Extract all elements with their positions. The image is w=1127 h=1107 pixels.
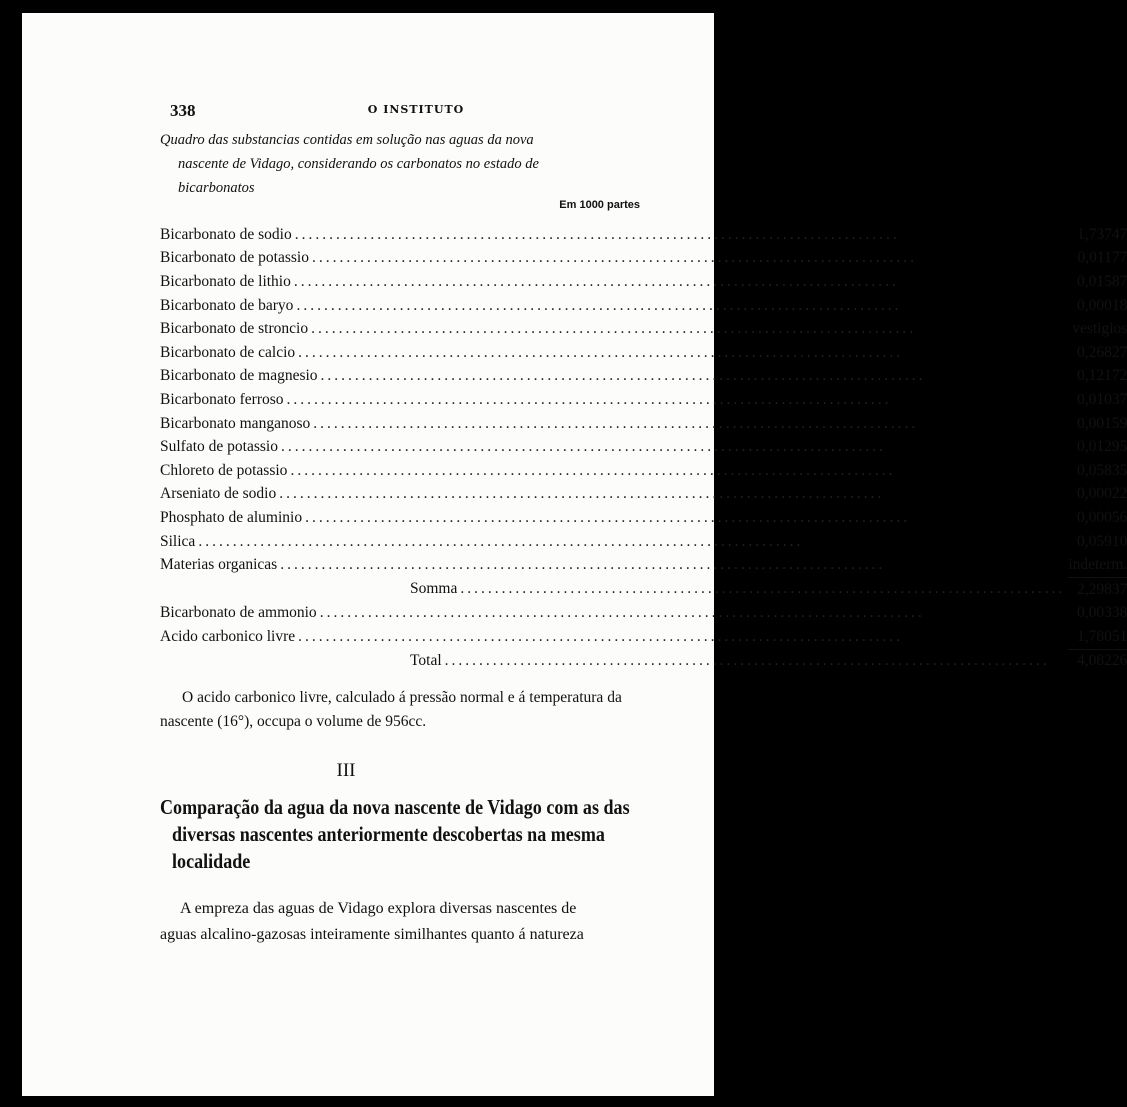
table-row — [160, 625, 1127, 649]
substance-value: 0,00338 — [1076, 604, 1127, 622]
substance-name: Bicarbonato de sodio — [160, 225, 292, 243]
dot-leader — [296, 297, 1065, 315]
composition-table — [160, 223, 1127, 673]
substance-value: 1,78051 — [1076, 627, 1127, 645]
substance-value: 0,01587 — [1076, 272, 1127, 290]
substance-name: Bicarbonato ferroso — [160, 390, 284, 408]
dot-leader — [295, 226, 1066, 244]
substance-name: Bicarbonato de ammonio — [160, 604, 317, 622]
substance-name: Bicarbonato de baryo — [160, 296, 294, 314]
substance-value: 0,26827 — [1076, 343, 1127, 361]
substance-name: Bicarbonato de magnesio — [160, 367, 318, 385]
body-line: aguas alcalino-gazosas inteiramente similhantes quanto á natureza — [160, 926, 584, 943]
dot-leader — [311, 320, 1065, 338]
dot-leader — [287, 391, 1066, 409]
substance-value: 1,73747 — [1076, 225, 1127, 243]
substance-value: 0,00018 — [1076, 296, 1127, 314]
substance-value: 0,00159 — [1076, 414, 1127, 432]
substance-name: Phosphato de aluminio — [160, 508, 303, 526]
table-caption — [160, 128, 642, 200]
substance-name: Bicarbonato manganoso — [160, 414, 311, 432]
substance-name: Somma — [410, 580, 458, 598]
table-row — [160, 341, 1127, 365]
section-title — [160, 794, 642, 875]
dot-leader — [321, 367, 1066, 385]
table-row — [160, 317, 1127, 341]
substance-value: 0,00022 — [1076, 485, 1127, 503]
substance-value: 0,01295 — [1076, 438, 1127, 456]
substance-value: indeterm. — [1068, 556, 1127, 574]
dot-leader — [279, 485, 1065, 503]
section-title-line: Comparação da agua da nova nascente de Vidago com as das — [160, 795, 630, 819]
body-line: A empreza das aguas de Vidago explora diversas nascentes de — [180, 900, 577, 917]
table-row — [160, 602, 1127, 626]
page-number: 338 — [170, 101, 196, 120]
substance-name: Acido carbonico livre — [160, 628, 296, 646]
table-row — [160, 388, 1127, 412]
caption-line: bicarbonatos — [178, 180, 255, 196]
dot-leader — [313, 415, 1065, 433]
dot-leader — [290, 462, 1065, 480]
substance-name: Total — [410, 652, 442, 670]
substance-value: 0,05910 — [1076, 532, 1127, 550]
section-title-line: diversas nascentes anteriormente descobertas na mesma — [172, 822, 605, 846]
substance-value: 0,05835 — [1076, 461, 1127, 479]
table-row — [160, 270, 1127, 294]
substance-name: Bicarbonato de lithio — [160, 272, 291, 290]
caption-line: nascente de Vidago, considerando os carbonatos no estado de — [178, 156, 539, 172]
table-row — [160, 294, 1127, 318]
total-row — [160, 649, 1127, 673]
dot-leader — [298, 628, 1065, 646]
dot-leader — [198, 533, 1065, 551]
table-row — [160, 412, 1127, 436]
section-title-line: localidade — [172, 849, 251, 873]
substance-name: Chloreto de potassio — [160, 461, 288, 479]
substance-name: Materias organicas — [160, 556, 278, 574]
footnote-paragraph: O acido carbonico livre, calculado á pressão normal e á temperatura da nascente (16°), occupa o volume de 956cc. — [160, 689, 622, 730]
sum-row — [160, 577, 1127, 601]
substance-name: Silica — [160, 532, 196, 550]
dot-leader — [298, 344, 1065, 362]
table-row — [160, 553, 1127, 577]
running-title: O INSTITUTO — [367, 103, 465, 116]
substance-name: Bicarbonato de calcio — [160, 343, 296, 361]
unit-label: Em 1000 partes — [559, 199, 640, 211]
dot-leader — [280, 556, 1065, 574]
substance-name: Sulfato de potassio — [160, 438, 278, 456]
table-row — [160, 247, 1127, 271]
section-number: III — [336, 760, 356, 781]
table-row — [160, 223, 1127, 247]
substance-value: 2,29837 — [1068, 577, 1127, 601]
substance-value: 0,00056 — [1076, 508, 1127, 526]
table-row — [160, 483, 1127, 507]
table-row — [160, 365, 1127, 389]
body-paragraph — [160, 896, 642, 948]
dot-leader — [305, 509, 1065, 527]
dot-leader — [320, 604, 1066, 622]
substance-value: vestigios — [1072, 320, 1127, 338]
table-row — [160, 435, 1127, 459]
table-row — [160, 530, 1127, 554]
substance-name: Arseniato de sodio — [160, 485, 277, 503]
substance-value: 0,01037 — [1076, 390, 1127, 408]
dot-leader — [445, 652, 1066, 670]
substance-value: 0,01177 — [1077, 249, 1127, 267]
substance-value: 4,08226 — [1068, 649, 1127, 673]
caption-line: Quadro das substancias contidas em solução nas aguas da nova — [160, 132, 534, 148]
substance-value: 0,12172 — [1076, 367, 1127, 385]
table-row — [160, 459, 1127, 483]
dot-leader — [294, 273, 1066, 291]
substance-name: Bicarbonato de potassio — [160, 249, 309, 267]
dot-leader — [460, 580, 1065, 598]
table-row — [160, 506, 1127, 530]
dot-leader — [281, 438, 1065, 456]
substance-name: Bicarbonato de stroncio — [160, 320, 309, 338]
dot-leader — [312, 249, 1065, 267]
